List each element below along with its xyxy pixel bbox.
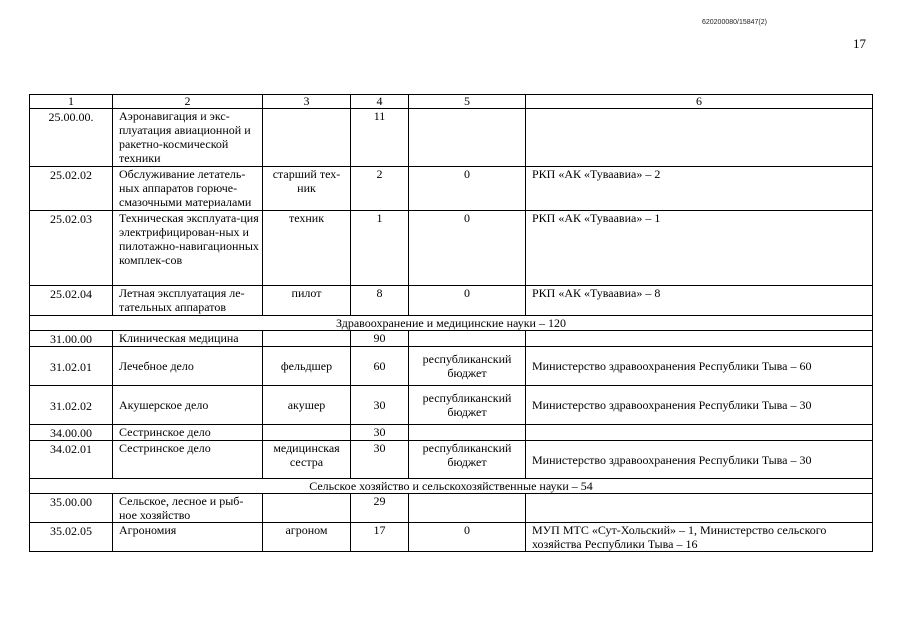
header-cell: 1 [30, 95, 113, 109]
section-row [30, 479, 873, 494]
table-row [30, 523, 873, 552]
qualification-cell [263, 109, 351, 167]
funding-cell [409, 494, 526, 523]
funding-cell [409, 425, 526, 441]
code-cell: 25.02.02 [30, 167, 113, 211]
code-cell: 25.02.03 [30, 211, 113, 286]
qualification-cell: пилот [263, 286, 351, 316]
funding-cell: 0 [409, 167, 526, 211]
name-cell: Лечебное дело [113, 347, 263, 386]
document-id: 620200080/15847(2) [701, 19, 767, 26]
table-row [30, 167, 873, 211]
count-cell: 60 [351, 347, 409, 386]
code-cell: 31.02.01 [30, 347, 113, 386]
funding-cell: 0 [409, 523, 526, 552]
code-cell: 34.02.01 [30, 441, 113, 479]
table-row [30, 211, 873, 286]
organization-cell [526, 494, 873, 523]
qualification-cell [263, 425, 351, 441]
count-cell: 29 [351, 494, 409, 523]
funding-cell: 0 [409, 211, 526, 286]
name-cell: Агрономия [113, 523, 263, 552]
code-cell: 31.00.00 [30, 331, 113, 347]
code-cell: 25.02.04 [30, 286, 113, 316]
qualification-cell: фельдшер [263, 347, 351, 386]
table-row [30, 347, 873, 386]
funding-cell: республиканский бюджет [409, 347, 526, 386]
table-row [30, 425, 873, 441]
code-cell: 34.00.00 [30, 425, 113, 441]
organization-cell [526, 109, 873, 167]
name-cell: Сестринское дело [113, 441, 263, 479]
count-cell: 2 [351, 167, 409, 211]
qualification-cell: агроном [263, 523, 351, 552]
section-title: Сельское хозяйство и сельскохозяйственные науки – 54 [30, 479, 873, 494]
count-cell: 90 [351, 331, 409, 347]
header-cell: 4 [351, 95, 409, 109]
header-cell: 2 [113, 95, 263, 109]
table-row [30, 386, 873, 425]
funding-cell: республиканский бюджет [409, 441, 526, 479]
header-cell: 3 [263, 95, 351, 109]
code-cell: 31.02.02 [30, 386, 113, 425]
specialties-table [29, 94, 873, 552]
qualification-cell [263, 494, 351, 523]
table-row [30, 494, 873, 523]
name-cell: Сестринское дело [113, 425, 263, 441]
organization-cell: РКП «АК «Туваавиа» – 8 [526, 286, 873, 316]
funding-cell: республиканский бюджет [409, 386, 526, 425]
count-cell: 30 [351, 386, 409, 425]
code-cell: 35.02.05 [30, 523, 113, 552]
table-row [30, 286, 873, 316]
organization-cell [526, 331, 873, 347]
qualification-cell: акушер [263, 386, 351, 425]
code-cell: 25.00.00. [30, 109, 113, 167]
section-row [30, 316, 873, 331]
table-header-row [30, 95, 873, 109]
organization-cell: МУП МТС «Сут-Хольский» – 1, Министерство сельского хозяйства Республики Тыва – 16 [526, 523, 873, 552]
qualification-cell: старший тех-ник [263, 167, 351, 211]
page-number: 17 [853, 36, 866, 51]
count-cell: 30 [351, 425, 409, 441]
name-cell: Клиническая медицина [113, 331, 263, 347]
table-row [30, 109, 873, 167]
name-cell: Сельское, лесное и рыб-ное хозяйство [113, 494, 263, 523]
organization-cell: Министерство здравоохранения Республики Тыва – 30 [526, 386, 873, 425]
funding-cell: 0 [409, 286, 526, 316]
count-cell: 1 [351, 211, 409, 286]
funding-cell [409, 109, 526, 167]
name-cell: Техническая эксплуата-ция электрифицирован-ных и пилотажно-навигационных комплек-сов [113, 211, 263, 286]
section-title: Здравоохранение и медицинские науки – 120 [30, 316, 873, 331]
organization-cell: Министерство здравоохранения Республики Тыва – 60 [526, 347, 873, 386]
header-cell: 6 [526, 95, 873, 109]
organization-cell: Министерство здравоохранения Республики Тыва – 30 [526, 441, 873, 479]
count-cell: 30 [351, 441, 409, 479]
funding-cell [409, 331, 526, 347]
name-cell: Обслуживание летатель-ных аппаратов горюче-смазочными материалами [113, 167, 263, 211]
organization-cell: РКП «АК «Туваавиа» – 1 [526, 211, 873, 286]
count-cell: 11 [351, 109, 409, 167]
table-row [30, 331, 873, 347]
organization-cell: РКП «АК «Туваавиа» – 2 [526, 167, 873, 211]
qualification-cell [263, 331, 351, 347]
organization-cell [526, 425, 873, 441]
code-cell: 35.00.00 [30, 494, 113, 523]
name-cell: Летная эксплуатация ле-тательных аппаратов [113, 286, 263, 316]
name-cell: Аэронавигация и экс-плуатация авиационной и ракетно-космической техники [113, 109, 263, 167]
table-row [30, 441, 873, 479]
qualification-cell: техник [263, 211, 351, 286]
qualification-cell: медицинская сестра [263, 441, 351, 479]
name-cell: Акушерское дело [113, 386, 263, 425]
header-cell: 5 [409, 95, 526, 109]
count-cell: 17 [351, 523, 409, 552]
count-cell: 8 [351, 286, 409, 316]
